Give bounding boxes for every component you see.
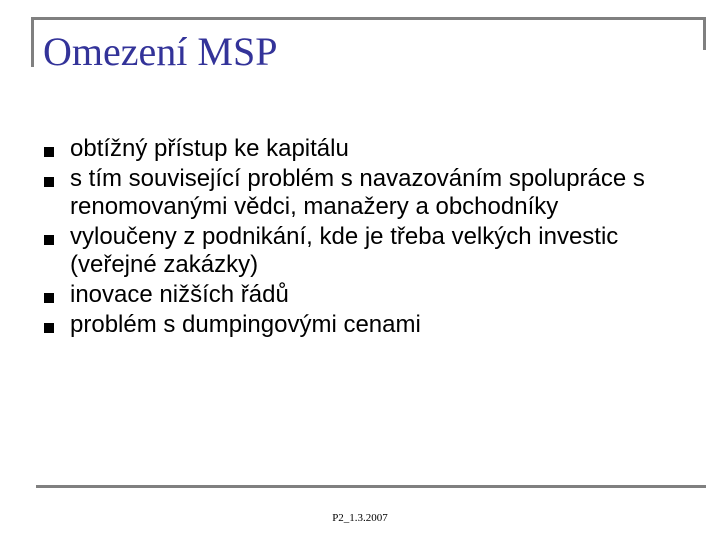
bullet-text: problém s dumpingovými cenami	[70, 311, 421, 338]
square-bullet-icon	[44, 235, 54, 245]
square-bullet-icon	[44, 293, 54, 303]
list-item	[44, 281, 704, 309]
list-item	[44, 311, 704, 339]
bullet-list	[44, 135, 704, 341]
bullet-text: obtížný přístup ke kapitálu	[70, 135, 349, 162]
list-item	[44, 135, 704, 163]
list-item	[44, 165, 704, 221]
slide-title: Omezení MSP	[43, 29, 278, 74]
bullet-text: inovace nižších řádů	[70, 281, 289, 308]
left-rule	[31, 17, 34, 67]
right-rule	[703, 17, 706, 50]
bullet-text: s tím související problém s navazováním spolupráce s renomovanými vědci, manažery a obchodníky	[70, 165, 645, 220]
square-bullet-icon	[44, 177, 54, 187]
square-bullet-icon	[44, 323, 54, 333]
top-rule	[31, 17, 706, 20]
square-bullet-icon	[44, 147, 54, 157]
bottom-rule	[36, 485, 706, 488]
list-item	[44, 223, 704, 279]
bullet-text: vyloučeny z podnikání, kde je třeba velkých investic (veřejné zakázky)	[70, 223, 619, 278]
footer-text: P2_1.3.2007	[332, 512, 388, 524]
